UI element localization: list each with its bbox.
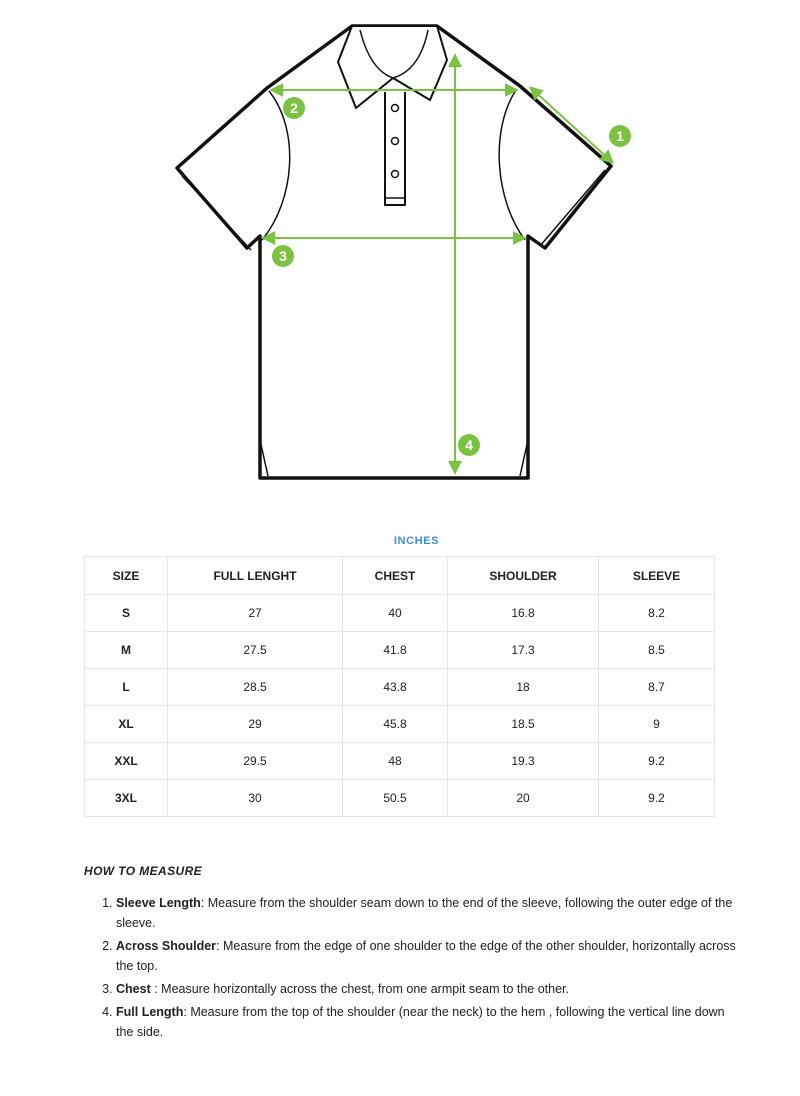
header-shoulder: SHOULDER xyxy=(448,557,599,595)
full-length-cell: 27 xyxy=(168,595,343,632)
measure-sep: : xyxy=(183,1005,191,1019)
size-cell: XXL xyxy=(85,743,168,780)
size-cell: XL xyxy=(85,706,168,743)
measure-sep: : xyxy=(216,939,223,953)
table-row xyxy=(85,669,715,706)
sleeve-cell: 8.5 xyxy=(599,632,715,669)
sleeve-cell: 9 xyxy=(599,706,715,743)
measure-sep: : xyxy=(150,982,162,996)
measure-text: Measure from the shoulder seam down to the end of the sleeve, following the outer edge of the sleeve. xyxy=(116,896,733,930)
full-length-cell: 27.5 xyxy=(168,632,343,669)
shirt-outline xyxy=(177,26,611,478)
shoulder-cell: 18.5 xyxy=(448,706,599,743)
size-cell: M xyxy=(85,632,168,669)
how-to-measure-list xyxy=(84,893,736,1045)
svg-text:4: 4 xyxy=(465,437,473,453)
measure-term: Full Length xyxy=(116,1005,184,1019)
marker-2 xyxy=(283,97,305,119)
marker-4 xyxy=(458,434,480,456)
size-cell: S xyxy=(85,595,168,632)
chest-cell: 50.5 xyxy=(343,780,448,817)
table-row xyxy=(85,595,715,632)
sleeve-cell: 9.2 xyxy=(599,743,715,780)
full-length-cell: 28.5 xyxy=(168,669,343,706)
list-item xyxy=(116,936,736,976)
chest-cell: 48 xyxy=(343,743,448,780)
marker-3 xyxy=(272,245,294,267)
full-length-cell: 29 xyxy=(168,706,343,743)
shoulder-cell: 16.8 xyxy=(448,595,599,632)
full-length-cell: 29.5 xyxy=(168,743,343,780)
shoulder-cell: 17.3 xyxy=(448,632,599,669)
table-row xyxy=(85,706,715,743)
unit-label: INCHES xyxy=(393,535,440,547)
svg-text:3: 3 xyxy=(279,248,287,264)
size-cell: 3XL xyxy=(85,780,168,817)
measure-term: Sleeve Length xyxy=(116,896,201,910)
marker-1 xyxy=(609,125,631,147)
table-row xyxy=(85,743,715,780)
list-item xyxy=(116,1002,736,1042)
measure-term: Across Shoulder xyxy=(116,939,217,953)
sleeve-cell: 8.2 xyxy=(599,595,715,632)
measure-text: Measure horizontally across the chest, from one armpit seam to the other. xyxy=(161,982,569,996)
shoulder-cell: 20 xyxy=(448,780,599,817)
chest-cell: 43.8 xyxy=(343,669,448,706)
measure-text: Measure from the top of the shoulder (near the neck) to the hem , following the vertical line down the side. xyxy=(116,1005,725,1039)
chest-cell: 45.8 xyxy=(343,706,448,743)
polo-shirt-diagram xyxy=(0,0,800,500)
sleeve-cell: 8.7 xyxy=(599,669,715,706)
measure-text: Measure from the edge of one shoulder to the edge of the other shoulder, horizontally across the top. xyxy=(116,939,736,973)
table-row xyxy=(85,780,715,817)
table-header-row xyxy=(85,557,715,595)
header-sleeve: SLEEVE xyxy=(599,557,715,595)
sleeve-cell: 9.2 xyxy=(599,780,715,817)
header-chest: CHEST xyxy=(343,557,448,595)
svg-text:1: 1 xyxy=(616,128,624,144)
size-chart-table xyxy=(84,556,715,817)
header-full-length: FULL LENGHT xyxy=(168,557,343,595)
header-size: SIZE xyxy=(85,557,168,595)
list-item xyxy=(116,893,736,933)
size-cell: L xyxy=(85,669,168,706)
svg-text:2: 2 xyxy=(290,100,298,116)
shoulder-cell: 19.3 xyxy=(448,743,599,780)
measure-term: Chest xyxy=(116,982,151,996)
shoulder-cell: 18 xyxy=(448,669,599,706)
full-length-cell: 30 xyxy=(168,780,343,817)
measure-sep: : xyxy=(200,896,208,910)
how-to-measure-title: HOW TO MEASURE xyxy=(84,864,203,878)
chest-cell: 40 xyxy=(343,595,448,632)
list-item xyxy=(116,979,736,999)
table-row xyxy=(85,632,715,669)
chest-cell: 41.8 xyxy=(343,632,448,669)
